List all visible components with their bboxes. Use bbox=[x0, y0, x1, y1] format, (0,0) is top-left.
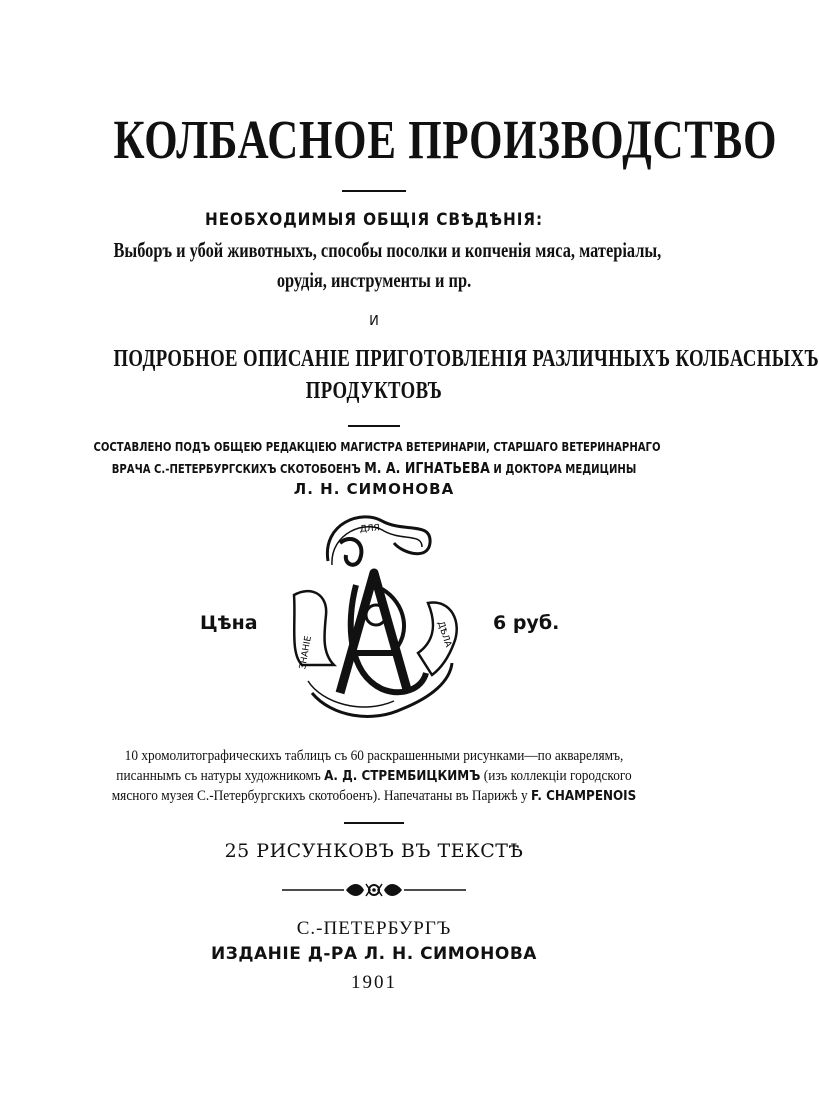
ribbon-top-text: ДЛЯ bbox=[359, 523, 381, 535]
monogram-emblem bbox=[282, 503, 468, 737]
imprint-city: С.-ПЕТЕРБУРГЪ bbox=[296, 918, 452, 939]
ribbon-right-text: ДѢЛА bbox=[434, 620, 453, 649]
editor-name-2: Л. Н. СИМОНОВА bbox=[293, 480, 455, 498]
credit-line-2 bbox=[93, 459, 654, 477]
description-line-2-prefix: писаннымъ съ натуры художникомъ bbox=[116, 768, 321, 784]
topics-line-2: орудія, инструменты и пр. bbox=[276, 268, 472, 292]
description-line-2-suffix: (изъ коллекціи городского bbox=[483, 768, 632, 784]
divider-rule-3 bbox=[344, 822, 404, 824]
credit-line-2-prefix: ВРАЧА С.-ПЕТЕРБУРГСКИХЪ СКОТОБОЕНЪ bbox=[111, 462, 361, 476]
main-heading-line-1: ПОДРОБНОЕ ОПИСАНІЕ ПРИГОТОВЛЕНІЯ РАЗЛИЧНЫХЪ КОЛБАСНЫХЪ bbox=[113, 346, 819, 372]
description-line-1: 10 хромолитографическихъ таблицъ съ 60 раскрашенными рисунками—по акварелямъ, bbox=[124, 748, 624, 764]
subtitle: НЕОБХОДИМЫЯ ОБЩІЯ СВѢДѢНІЯ: bbox=[204, 210, 544, 230]
price-value: 6 руб. bbox=[493, 612, 560, 634]
ornament-divider bbox=[282, 880, 466, 900]
figures-note: 25 РИСУНКОВЪ ВЪ ТЕКСТѢ bbox=[224, 840, 524, 862]
imprint-publisher: ИЗДАНІЕ Д-РА Л. Н. СИМОНОВА bbox=[211, 944, 537, 964]
conjunction: И bbox=[369, 314, 379, 329]
credit-line-2-middle: И ДОКТОРА МЕДИЦИНЫ bbox=[493, 462, 637, 476]
ribbon-left-text: ЗНАНІЕ bbox=[298, 635, 314, 671]
price-label: Цѣна bbox=[200, 612, 258, 634]
topics-line-1: Выборъ и убой животныхъ, способы посолки и копченія мяса, матеріалы, bbox=[113, 238, 662, 262]
divider-rule-2 bbox=[348, 425, 400, 427]
editor-name-1: М. А. ИГНАТЬЕВА bbox=[364, 459, 490, 477]
book-title: КОЛБАСНОЕ ПРОИЗВОДСТВО bbox=[113, 109, 778, 170]
printer-name: F. CHAMPENOIS bbox=[530, 789, 637, 804]
imprint-year: 1901 bbox=[351, 972, 397, 993]
description-line-3 bbox=[67, 788, 682, 805]
description-line-2 bbox=[67, 768, 682, 785]
artist-name: А. Д. СТРЕМБИЦКИМЪ bbox=[324, 769, 481, 784]
divider-rule-1 bbox=[342, 190, 406, 192]
description-line-3-prefix: мясного музея С.-Петербургскихъ скотобоенъ). Напечатаны въ Парижѣ у bbox=[111, 788, 528, 804]
credit-line-1: СОСТАВЛЕНО ПОДЪ ОБЩЕЮ РЕДАКЦІЕЮ МАГИСТРА ВЕТЕРИНАРІИ, СТАРШАГО ВЕТЕРИНАРНАГО bbox=[93, 440, 661, 454]
main-heading-line-2: ПРОДУКТОВЪ bbox=[305, 378, 443, 404]
